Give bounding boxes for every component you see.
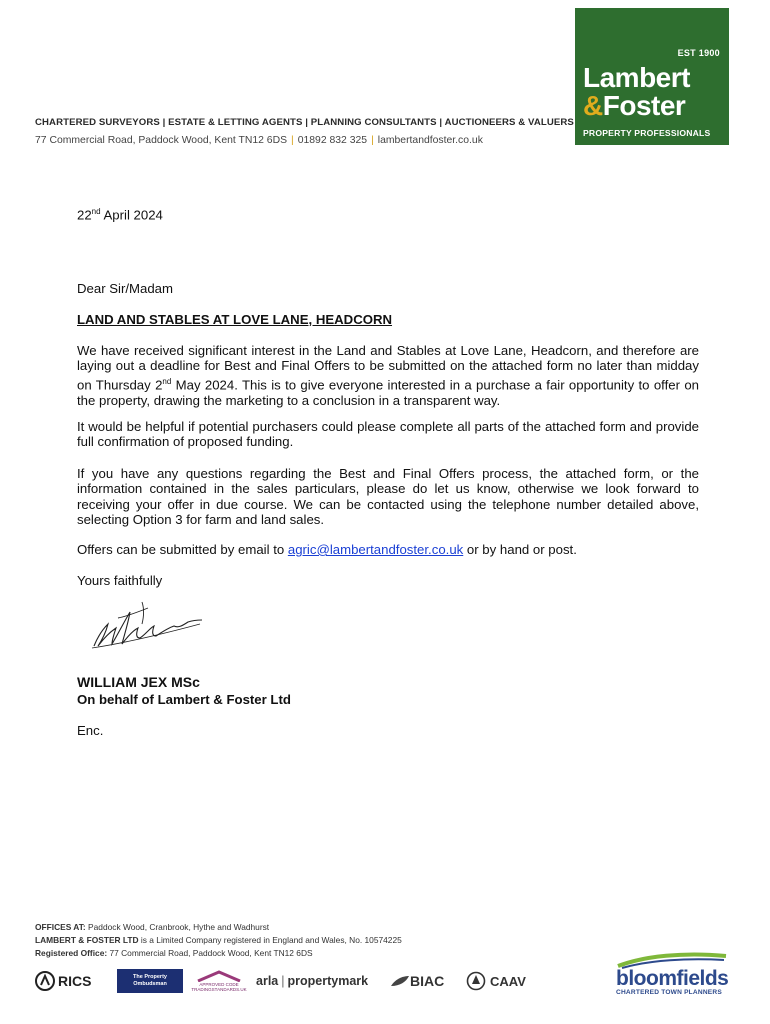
header-website: lambertandfoster.co.uk bbox=[377, 135, 483, 146]
biac-logo: BIAC bbox=[390, 966, 444, 996]
header-phone: 01892 832 325 bbox=[297, 135, 368, 146]
company-logo bbox=[575, 8, 729, 145]
header-contact: 77 Commercial Road, Paddock Wood, Kent TN12 6DS | 01892 832 325 | lambertandfoster.co.uk bbox=[35, 135, 483, 146]
arla-propertymark-logo: arla | propertymark bbox=[256, 974, 369, 988]
email-link[interactable]: agric@lambertandfoster.co.uk bbox=[287, 542, 464, 557]
leaf-icon bbox=[390, 974, 410, 988]
closing: Yours faithfully bbox=[77, 573, 163, 588]
logo-foster: Foster bbox=[602, 90, 686, 121]
signer-behalf: On behalf of Lambert & Foster Ltd bbox=[77, 692, 291, 707]
rics-emblem-icon bbox=[35, 971, 55, 991]
paragraph-1: We have received significant interest in the Land and Stables at Love Lane, Headcorn, and therefore are laying out a deadline for Best and Final Offers to be submitted on the attached form no later than midday on Thursday 2nd May 2024. This is to give everyone interested in a purchase a fair opportunity to offer on the property, drawing the marketing to a conclusion in a transparent way. bbox=[77, 343, 699, 408]
letter-date: 22nd April 2024 bbox=[77, 207, 163, 223]
salutation: Dear Sir/Madam bbox=[77, 281, 174, 296]
footer-company: LAMBERT & FOSTER LTD is a Limited Company registered in England and Wales, No. 10574225 bbox=[35, 935, 402, 945]
footer-offices: OFFICES AT: Paddock Wood, Cranbrook, Hythe and Wadhurst bbox=[35, 922, 270, 932]
logo-est: EST 1900 bbox=[677, 48, 720, 58]
caav-emblem-icon bbox=[466, 971, 486, 991]
header-services: CHARTERED SURVEYORS | ESTATE & LETTING AGENTS | PLANNING CONSULTANTS | AUCTIONEERS & VALUERS bbox=[35, 117, 574, 128]
bloomfields-logo: bloomfields CHARTERED TOWN PLANNERS bbox=[614, 950, 730, 998]
paragraph-2: It would be helpful if potential purchasers could please complete all parts of the attached form and provide full confirmation of proposed funding. bbox=[77, 419, 699, 450]
letter-subject: LAND AND STABLES AT LOVE LANE, HEADCORN bbox=[77, 312, 393, 327]
paragraph-4: Offers can be submitted by email to agric@lambertandfoster.co.uk or by hand or post. bbox=[77, 542, 577, 557]
signature bbox=[88, 598, 208, 654]
paragraph-3: If you have any questions regarding the Best and Final Offers process, the attached form, or the information contained in the sales particulars, please do let us know, otherwise we look forward to receiving your offer in due course. We can be contacted using the telephone number detailed above, selecting Option 3 for farm and land sales. bbox=[77, 466, 699, 528]
tsi-roof-icon bbox=[196, 970, 242, 982]
logo-line1: Lambert bbox=[583, 62, 690, 93]
caav-logo: CAAV bbox=[466, 966, 526, 996]
signer-name: WILLIAM JEX MSc bbox=[77, 674, 200, 690]
enclosure-note: Enc. bbox=[77, 723, 104, 738]
logo-ampersand: & bbox=[583, 90, 603, 121]
header-address: 77 Commercial Road, Paddock Wood, Kent TN12 6DS bbox=[35, 135, 288, 146]
logo-line2 bbox=[583, 91, 685, 121]
footer-registered: Registered Office: 77 Commercial Road, Paddock Wood, Kent TN12 6DS bbox=[35, 948, 313, 958]
rics-logo: RICS bbox=[35, 966, 91, 996]
logo-tagline: PROPERTY PROFESSIONALS bbox=[583, 128, 711, 138]
property-ombudsman-logo: The Property Ombudsman bbox=[117, 969, 183, 993]
trading-standards-logo: APPROVED CODE TRADINGSTANDARDS.UK bbox=[193, 966, 245, 996]
